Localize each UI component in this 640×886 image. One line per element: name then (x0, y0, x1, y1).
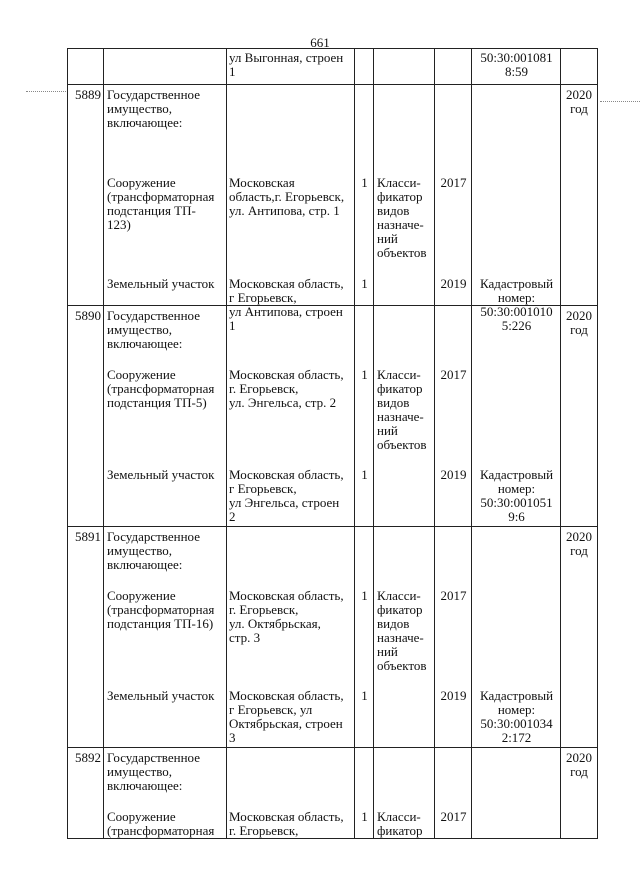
cell-name (104, 85, 227, 306)
cell-name (104, 306, 227, 527)
structure-year: 2017 (440, 175, 467, 190)
cell-note (472, 49, 561, 85)
entry-header: Государственное имущество, включающее: (107, 87, 200, 130)
structure-basis: Класси- фикатор видов назначе- ний объектов (377, 175, 427, 260)
land-year: 2019 (440, 467, 467, 482)
cell-address (227, 748, 355, 839)
structure-address: Московская область,г. Егорьевск, ул. Антипова, стр. 1 (229, 175, 345, 218)
cell-note (472, 306, 561, 527)
page-number: 661 (310, 35, 330, 50)
cell-qty (355, 49, 374, 85)
land-cadastral-note: Кадастровый номер: 50:30:001010 5:226 (479, 276, 554, 333)
structure-name: Сооружение (трансформаторная подстанция ТП- 123) (107, 175, 215, 232)
cell-num (68, 748, 104, 839)
structure-address: Московская область, г. Егорьевск, (229, 809, 344, 838)
structure-basis: Класси- фикатор (377, 809, 423, 838)
table-row (68, 748, 598, 839)
structure-year: 2017 (440, 367, 467, 382)
structure-address: Московская область, г. Егорьевск, ул. Октябрьская, стр. 3 (229, 588, 344, 645)
cell-num (68, 527, 104, 748)
cell-basis (374, 306, 435, 527)
cell-address (227, 49, 355, 85)
cell-address (227, 85, 355, 333)
structure-address: Московская область, г. Егорьевск, ул. Энгельса, стр. 2 (229, 367, 344, 410)
structure-qty: 1 (361, 809, 368, 824)
land-cadastral-note: Кадастровый номер: 50:30:001034 2:172 (479, 688, 554, 745)
cell-basis (374, 748, 435, 839)
cell-note (472, 85, 561, 333)
land-address: Московская область, г Егорьевск, ул Энгельса, строен 2 (229, 467, 344, 524)
structure-year: 2017 (440, 588, 467, 603)
cell-qty (355, 85, 374, 306)
land-year: 2019 (440, 688, 467, 703)
table-row-continuation (68, 49, 598, 85)
entry-header: Государственное имущество, включающее: (107, 529, 200, 572)
cell-qty (355, 527, 374, 748)
land-year: 2019 (440, 276, 467, 291)
cell-year (435, 85, 472, 306)
land-name: Земельный участок (107, 276, 215, 291)
entry-number: 5890 (75, 308, 101, 323)
land-name: Земельный участок (107, 688, 215, 703)
entry-number: 5891 (75, 529, 101, 544)
table-row (68, 85, 598, 306)
property-register-table (67, 48, 598, 839)
cell-date (561, 49, 598, 85)
entry-number: 5889 (75, 87, 101, 102)
cell-year (435, 748, 472, 839)
cell-name (104, 527, 227, 748)
cell-date (561, 306, 598, 527)
structure-basis: Класси- фикатор видов назначе- ний объектов (377, 588, 427, 673)
land-qty: 1 (361, 688, 368, 703)
land-name: Земельный участок (107, 467, 215, 482)
cell-basis (374, 85, 435, 306)
cell-date (561, 527, 598, 748)
land-address: Московская область, г Егорьевск, ул Октябрьская, строен 3 (229, 688, 344, 745)
table-row (68, 527, 598, 748)
address-text: ул Выгонная, строен 1 (229, 50, 344, 79)
cell-num (68, 49, 104, 85)
structure-qty: 1 (361, 588, 368, 603)
table-row (68, 306, 598, 527)
cell-basis (374, 527, 435, 748)
cadastral-text: 50:30:001081 8:59 (480, 50, 553, 79)
cell-num (68, 306, 104, 527)
land-qty: 1 (361, 276, 368, 291)
cell-date (561, 748, 598, 839)
cell-basis (374, 49, 435, 85)
cell-name (104, 748, 227, 839)
structure-qty: 1 (361, 367, 368, 382)
cell-address (227, 306, 355, 527)
land-qty: 1 (361, 467, 368, 482)
structure-basis: Класси- фикатор видов назначе- ний объектов (377, 367, 427, 452)
entry-date: 2020 год (566, 529, 592, 558)
cell-num (68, 85, 104, 306)
land-address: Московская область, г Егорьевск, ул Антипова, строен 1 (229, 276, 344, 333)
cell-year (435, 527, 472, 748)
structure-qty: 1 (361, 175, 368, 190)
entry-number: 5892 (75, 750, 101, 765)
entry-date: 2020 год (566, 308, 592, 337)
scan-artifact-left (26, 91, 66, 92)
entry-date: 2020 год (566, 87, 592, 116)
entry-header: Государственное имущество, включающее: (107, 750, 200, 793)
structure-name: Сооружение (трансформаторная (107, 809, 215, 838)
cell-note (472, 748, 561, 839)
scan-artifact-right (600, 101, 640, 102)
cell-qty (355, 748, 374, 839)
cell-address (227, 527, 355, 748)
cell-date (561, 85, 598, 306)
structure-year: 2017 (440, 809, 467, 824)
cell-year (435, 49, 472, 85)
cell-note (472, 527, 561, 748)
cell-qty (355, 306, 374, 527)
entry-header: Государственное имущество, включающее: (107, 308, 200, 351)
cell-year (435, 306, 472, 527)
structure-name: Сооружение (трансформаторная подстанция ТП-5) (107, 367, 215, 410)
entry-date: 2020 год (566, 750, 592, 779)
land-cadastral-note: Кадастровый номер: 50:30:001051 9:6 (479, 467, 554, 524)
cell-name (104, 49, 227, 85)
structure-name: Сооружение (трансформаторная подстанция ТП-16) (107, 588, 215, 631)
